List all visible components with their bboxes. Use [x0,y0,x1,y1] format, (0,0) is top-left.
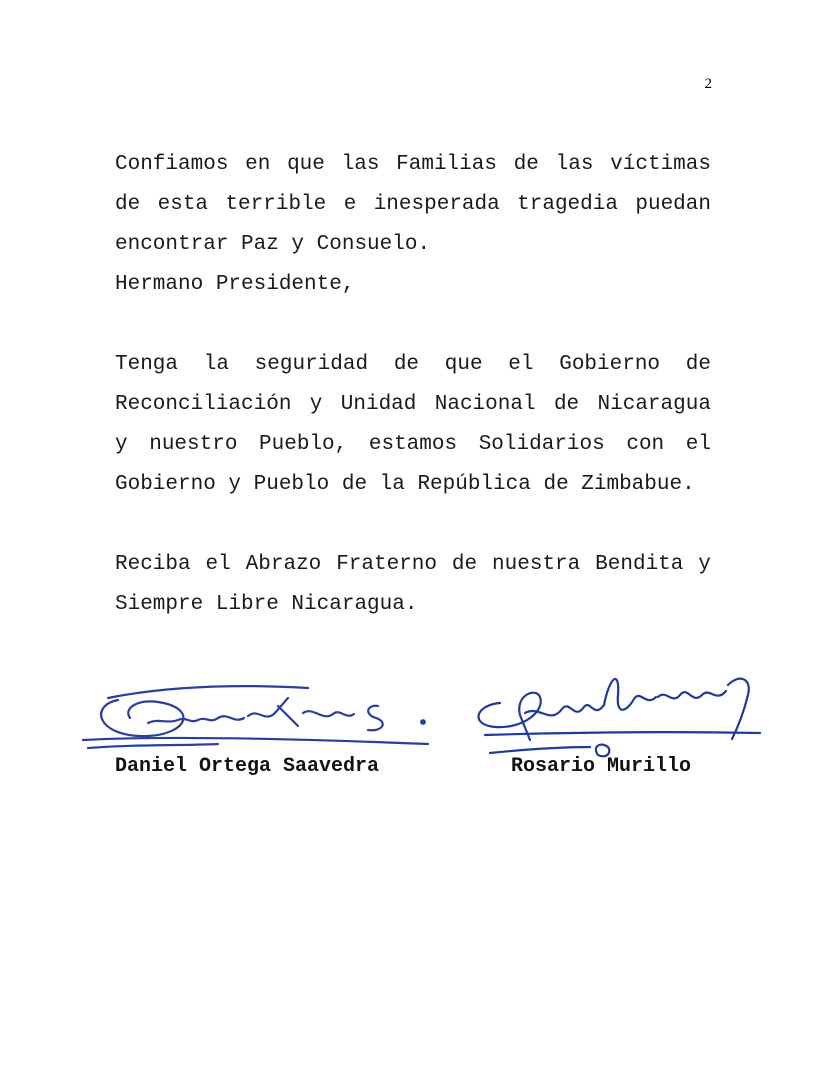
text-line [115,545,711,585]
word: las [555,153,594,176]
word: en [245,153,271,176]
word: el [205,553,231,576]
word: puedan [635,193,711,216]
text-line: Hermano Presidente, [115,273,355,296]
word: con [626,433,665,456]
word: víctimas [610,153,711,176]
signature-daniel-ortega [78,678,438,758]
word: Tenga [115,353,179,376]
paragraph-condolence [115,145,711,305]
word: el [685,433,711,456]
paragraph-solidarity [115,345,711,505]
word: que [444,353,483,376]
word: seguridad [254,353,369,376]
word: que [287,153,325,176]
word: Nacional [434,393,536,416]
paragraph-closing [115,545,711,625]
text-line: encontrar Paz y Consuelo. [115,233,431,256]
word: Nicaragua [597,393,711,416]
word: de [513,153,539,176]
text-line: Siempre Libre Nicaragua. [115,593,418,616]
word: Reciba [115,553,191,576]
text-line [115,185,711,225]
word: Unidad [340,393,417,416]
word: Abrazo [245,553,322,576]
word: de [553,393,580,416]
word: Pueblo, [259,433,348,456]
word: inesperada [373,193,500,216]
text-line: Gobierno y Pueblo de la República de Zimbabue. [115,473,695,496]
word: la [203,353,229,376]
word: nuestro [149,433,238,456]
word: las [341,153,380,176]
word: estamos [368,433,458,456]
word: Reconciliación [115,393,292,416]
word: de [393,353,420,376]
word: Fraterno [336,553,438,576]
word: Solidarios [478,433,605,456]
text-line [115,425,711,465]
word: y [309,393,323,416]
word: terrible [225,193,327,216]
signer-name-rosario-murillo: Rosario Murillo [511,755,692,778]
word: de [451,553,478,576]
text-line [115,385,711,425]
word: nuestra [492,553,581,576]
text-line [115,145,711,185]
page-number: 2 [704,76,712,92]
text-line [115,345,711,385]
word: esta [157,193,209,216]
word: tragedia [517,193,618,216]
word: de [115,193,141,216]
word: Gobierno [559,353,661,376]
word: el [508,353,534,376]
word: Bendita [595,553,684,576]
word: Familias [396,153,497,176]
word: Confiamos [115,153,229,176]
word: y [115,433,128,456]
word: e [343,193,357,216]
word: de [685,353,711,376]
signer-name-daniel-ortega: Daniel Ortega Saavedra [115,755,380,778]
word: y [698,553,711,576]
signature-rosario-murillo [470,655,765,770]
